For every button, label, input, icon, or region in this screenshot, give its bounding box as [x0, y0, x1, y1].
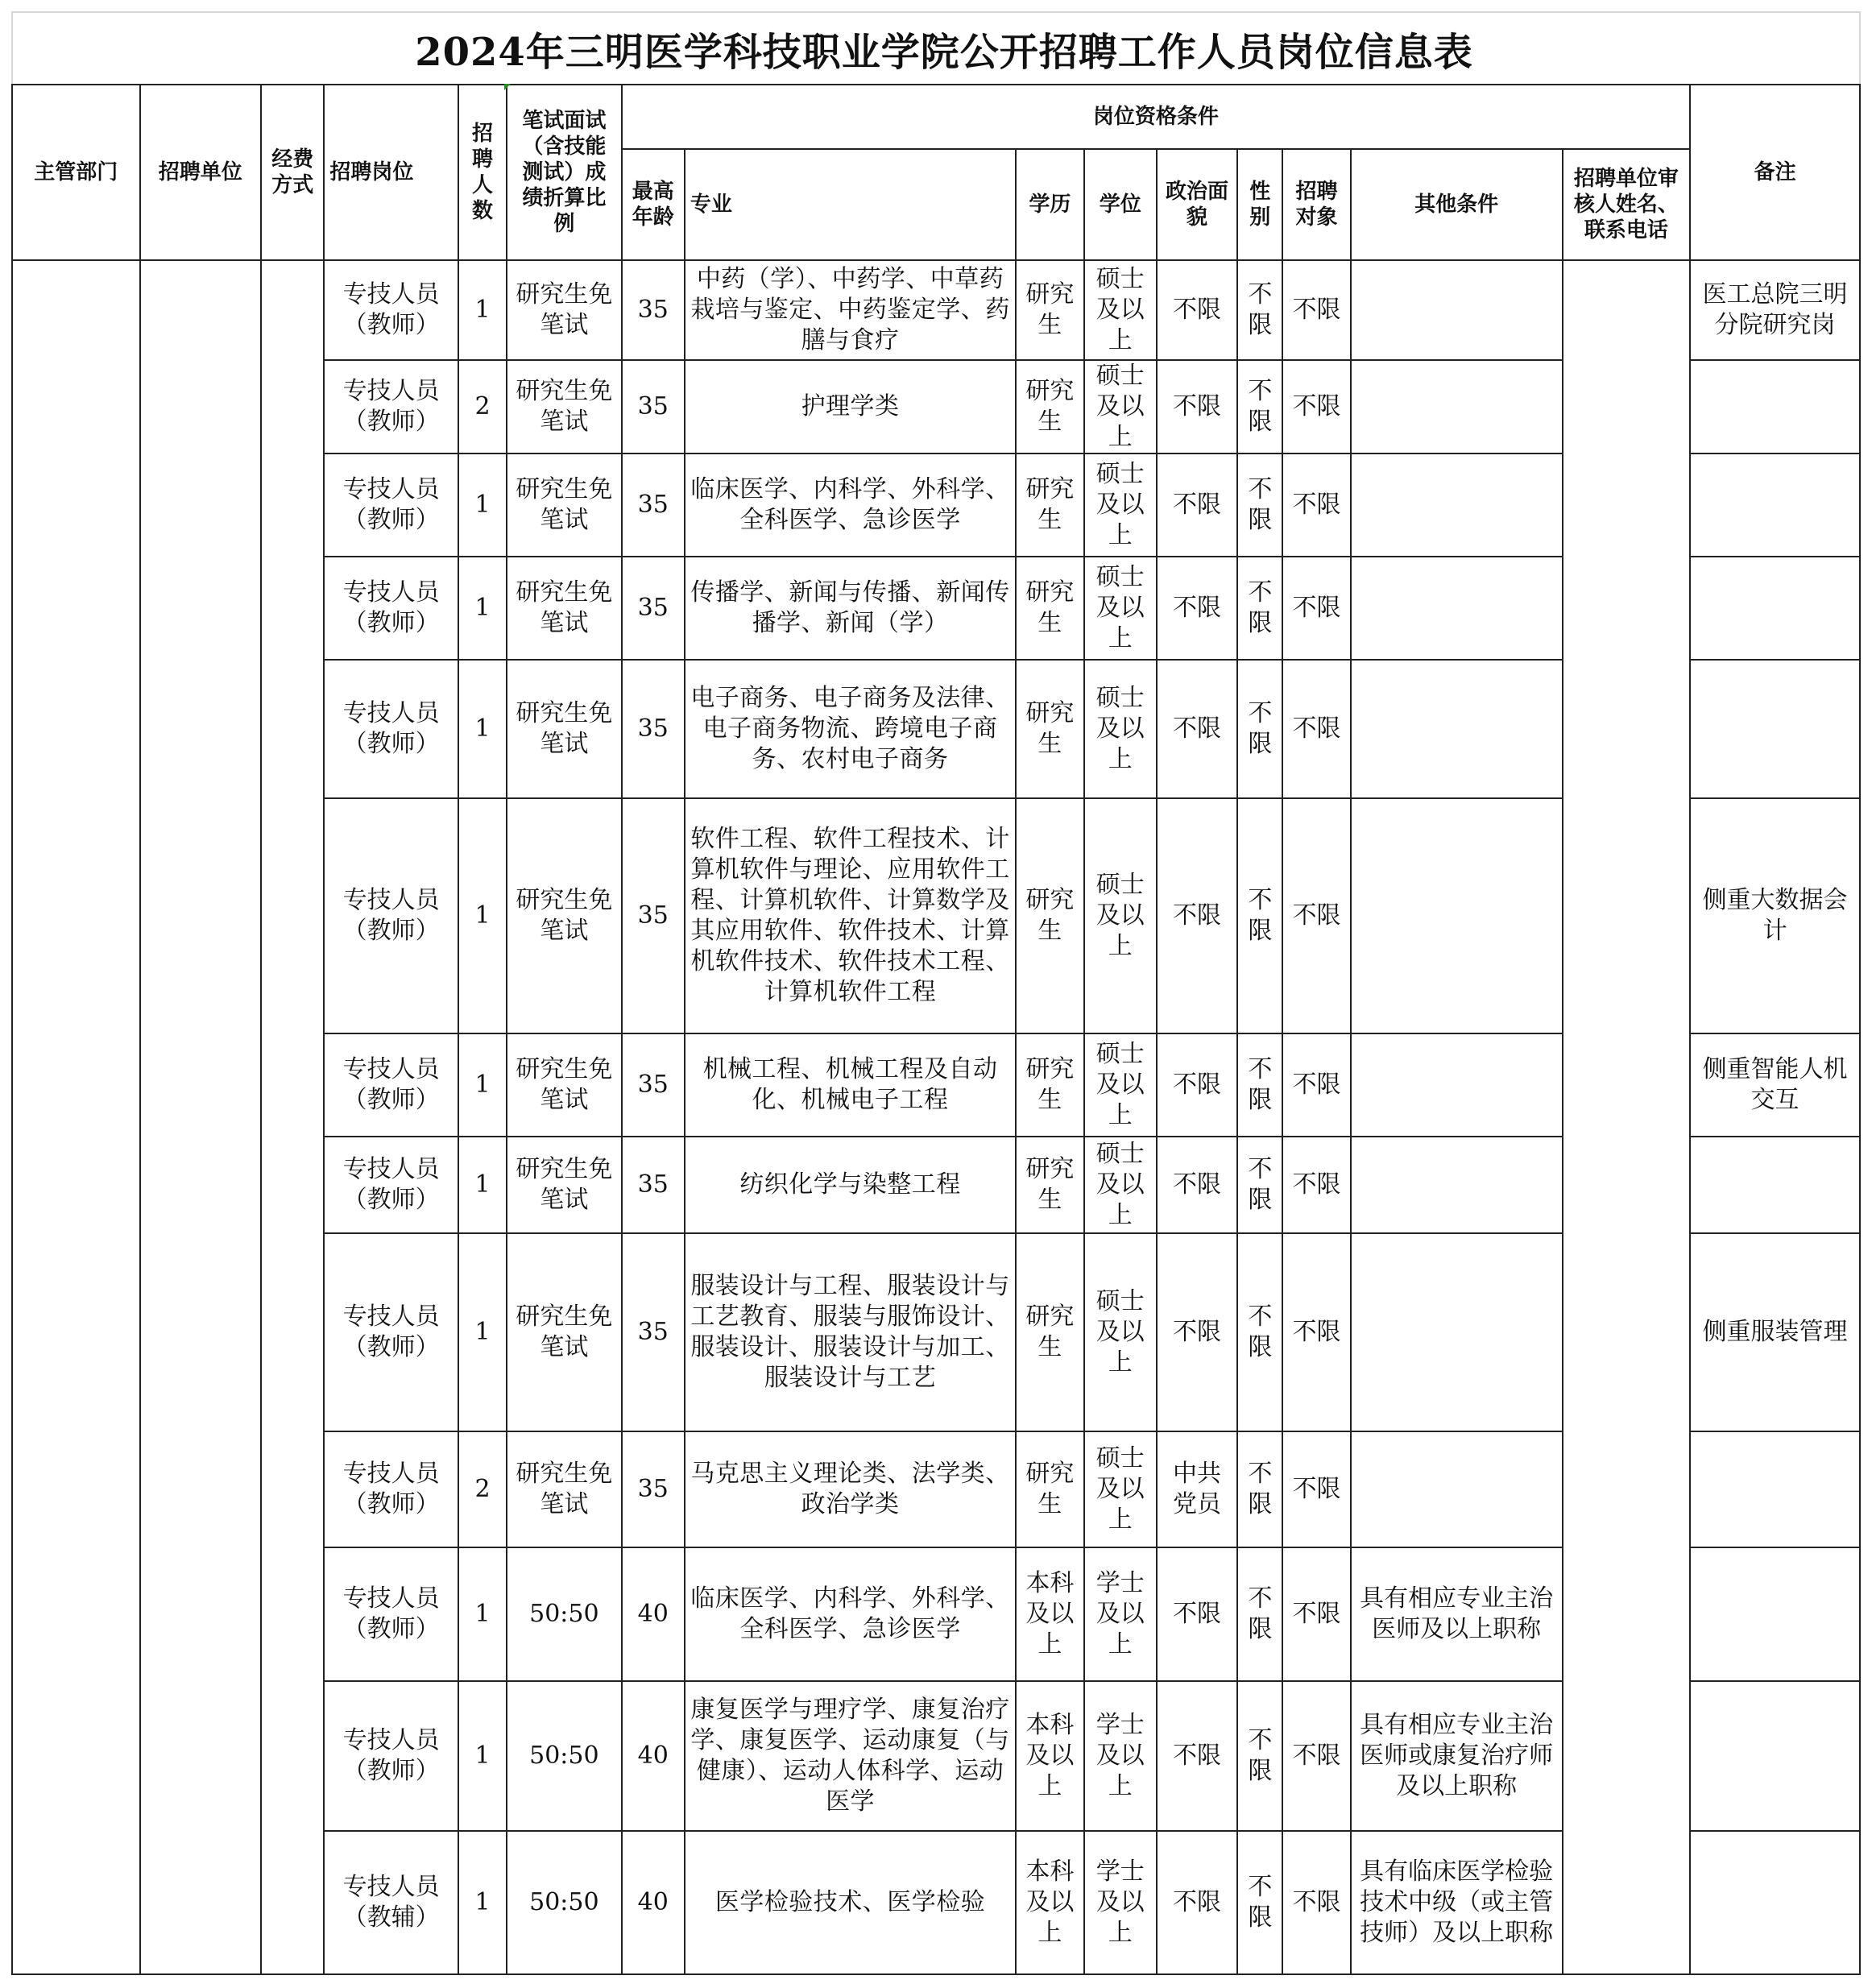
- cell-remark: 侧重大数据会计: [1690, 798, 1860, 1033]
- cell-post: 专技人员（教师）: [324, 454, 458, 557]
- header-education: 学历: [1016, 149, 1083, 260]
- cell-education: 本科及以上: [1016, 1681, 1083, 1831]
- cell-remark: [1690, 1681, 1860, 1831]
- cell-politics: 不限: [1157, 1681, 1237, 1831]
- cell-education: 研究生: [1016, 1137, 1083, 1233]
- cell-target: 不限: [1282, 798, 1350, 1033]
- cell-education: 研究生: [1016, 1033, 1083, 1137]
- cell-other: 具有临床医学检验技术中级（或主管技师）及以上职称: [1351, 1831, 1563, 1974]
- cell-remark: [1690, 557, 1860, 660]
- cell-count: 1: [458, 557, 507, 660]
- cell-count: 2: [458, 360, 507, 454]
- cell-ratio: 50:50: [507, 1831, 621, 1974]
- cell-major: 服装设计与工程、服装设计与工艺教育、服装与服饰设计、服装设计、服装设计与加工、服装设计与工艺: [685, 1233, 1016, 1431]
- cell-ratio: 研究生免笔试: [507, 1233, 621, 1431]
- cell-gender: 不限: [1237, 454, 1282, 557]
- cell-target: 不限: [1282, 1137, 1350, 1233]
- header-qualifications: 岗位资格条件: [622, 85, 1691, 149]
- cell-other: [1351, 1033, 1563, 1137]
- cell-count: 1: [458, 798, 507, 1033]
- cell-target: 不限: [1282, 1681, 1350, 1831]
- cell-politics: 不限: [1157, 1233, 1237, 1431]
- cell-major: 纺织化学与染整工程: [685, 1137, 1016, 1233]
- cell-ratio: 50:50: [507, 1547, 621, 1681]
- cell-politics: 不限: [1157, 1033, 1237, 1137]
- cell-gender: 不限: [1237, 557, 1282, 660]
- header-other: 其他条件: [1351, 149, 1563, 260]
- header-unit: 招聘单位: [140, 85, 262, 260]
- cell-target: 不限: [1282, 360, 1350, 454]
- cell-age: 35: [622, 1431, 685, 1547]
- cell-ratio: 研究生免笔试: [507, 1033, 621, 1137]
- cell-education: 研究生: [1016, 660, 1083, 798]
- cell-education: 研究生: [1016, 454, 1083, 557]
- cell-gender: 不限: [1237, 660, 1282, 798]
- header-target: 招聘对象: [1282, 149, 1350, 260]
- cell-degree: 硕士及以上: [1084, 260, 1157, 360]
- cell-count: 1: [458, 1547, 507, 1681]
- cell-count: 1: [458, 1033, 507, 1137]
- cell-remark: 侧重智能人机交互: [1690, 1033, 1860, 1137]
- cell-degree: 硕士及以上: [1084, 660, 1157, 798]
- cell-post: 专技人员（教师）: [324, 1547, 458, 1681]
- cell-gender: 不限: [1237, 798, 1282, 1033]
- cell-politics: 不限: [1157, 454, 1237, 557]
- cell-politics: 不限: [1157, 360, 1237, 454]
- cell-degree: 学士及以上: [1084, 1547, 1157, 1681]
- cell-target: 不限: [1282, 1233, 1350, 1431]
- cell-remark: 侧重服装管理: [1690, 1233, 1860, 1431]
- cell-age: 35: [622, 1137, 685, 1233]
- cell-education: 研究生: [1016, 360, 1083, 454]
- cell-post: 专技人员（教师）: [324, 1033, 458, 1137]
- cell-target: 不限: [1282, 1431, 1350, 1547]
- cell-target: 不限: [1282, 1033, 1350, 1137]
- header-count: 招聘人数: [458, 85, 507, 260]
- page-title: 2024年三明医学科技职业学院公开招聘工作人员岗位信息表: [415, 29, 1473, 75]
- cell-age: 35: [622, 360, 685, 454]
- cell-count: 1: [458, 1233, 507, 1431]
- cell-age: 35: [622, 1033, 685, 1137]
- cell-education: 本科及以上: [1016, 1547, 1083, 1681]
- cell-other: 具有相应专业主治医师或康复治疗师及以上职称: [1351, 1681, 1563, 1831]
- cell-marker-icon: [504, 84, 511, 90]
- cell-remark: [1690, 1137, 1860, 1233]
- header-degree: 学位: [1084, 149, 1157, 260]
- cell-education: 研究生: [1016, 260, 1083, 360]
- title-bar: [11, 11, 1861, 84]
- cell-post: 专技人员（教师）: [324, 1233, 458, 1431]
- cell-age: 35: [622, 260, 685, 360]
- cell-age: 35: [622, 557, 685, 660]
- cell-education: 研究生: [1016, 557, 1083, 660]
- cell-education: 研究生: [1016, 798, 1083, 1033]
- cell-target: 不限: [1282, 260, 1350, 360]
- header-contact: 招聘单位审核人姓名、联系电话: [1563, 149, 1691, 260]
- cell-target: 不限: [1282, 454, 1350, 557]
- cell-degree: 硕士及以上: [1084, 1233, 1157, 1431]
- cell-politics: 不限: [1157, 557, 1237, 660]
- cell-age: 40: [622, 1547, 685, 1681]
- cell-target: 不限: [1282, 1831, 1350, 1974]
- cell-age: 35: [622, 660, 685, 798]
- cell-politics: 不限: [1157, 1137, 1237, 1233]
- cell-gender: 不限: [1237, 360, 1282, 454]
- merged-contact-cell: [1563, 260, 1691, 1974]
- cell-ratio: 研究生免笔试: [507, 798, 621, 1033]
- table-row: [12, 260, 1860, 360]
- cell-major: 电子商务、电子商务及法律、电子商务物流、跨境电子商务、农村电子商务: [685, 660, 1016, 798]
- cell-degree: 硕士及以上: [1084, 1033, 1157, 1137]
- cell-other: [1351, 360, 1563, 454]
- cell-post: 专技人员（教师）: [324, 660, 458, 798]
- cell-politics: 不限: [1157, 798, 1237, 1033]
- cell-remark: 医工总院三明分院研究岗: [1690, 260, 1860, 360]
- cell-education: 研究生: [1016, 1233, 1083, 1431]
- merged-unit-cell: [140, 260, 262, 1974]
- table-body: [12, 260, 1860, 1974]
- cell-major: 传播学、新闻与传播、新闻传播学、新闻（学）: [685, 557, 1016, 660]
- cell-count: 1: [458, 1831, 507, 1974]
- header-remark: 备注: [1690, 85, 1860, 260]
- cell-degree: 硕士及以上: [1084, 1431, 1157, 1547]
- merged-dept-cell: [12, 260, 140, 1974]
- cell-post: 专技人员（教师）: [324, 1431, 458, 1547]
- cell-target: 不限: [1282, 557, 1350, 660]
- cell-degree: 学士及以上: [1084, 1681, 1157, 1831]
- cell-other: [1351, 1431, 1563, 1547]
- cell-age: 35: [622, 1233, 685, 1431]
- cell-degree: 硕士及以上: [1084, 557, 1157, 660]
- header-gender: 性别: [1237, 149, 1282, 260]
- cell-major: 医学检验技术、医学检验: [685, 1831, 1016, 1974]
- cell-gender: 不限: [1237, 1233, 1282, 1431]
- cell-degree: 硕士及以上: [1084, 1137, 1157, 1233]
- cell-politics: 中共党员: [1157, 1431, 1237, 1547]
- cell-target: 不限: [1282, 1547, 1350, 1681]
- cell-age: 40: [622, 1681, 685, 1831]
- cell-degree: 硕士及以上: [1084, 360, 1157, 454]
- cell-remark: [1690, 1547, 1860, 1681]
- cell-gender: 不限: [1237, 1137, 1282, 1233]
- header-ratio: 笔试面试（含技能测试）成绩折算比例: [507, 85, 621, 260]
- cell-post: 专技人员（教师）: [324, 557, 458, 660]
- cell-remark: [1690, 1431, 1860, 1547]
- cell-post: 专技人员（教师）: [324, 260, 458, 360]
- header-post: 招聘岗位: [324, 85, 458, 260]
- cell-post: 专技人员（教师）: [324, 1681, 458, 1831]
- cell-ratio: 研究生免笔试: [507, 360, 621, 454]
- cell-post: 专技人员（教辅）: [324, 1831, 458, 1974]
- merged-funding-cell: [261, 260, 324, 1974]
- cell-major: 马克思主义理论类、法学类、政治学类: [685, 1431, 1016, 1547]
- header-politics: 政治面貌: [1157, 149, 1237, 260]
- cell-ratio: 研究生免笔试: [507, 1137, 621, 1233]
- cell-remark: [1690, 1831, 1860, 1974]
- cell-gender: 不限: [1237, 1831, 1282, 1974]
- cell-age: 35: [622, 798, 685, 1033]
- cell-education: 本科及以上: [1016, 1831, 1083, 1974]
- cell-count: 1: [458, 660, 507, 798]
- cell-remark: [1690, 454, 1860, 557]
- cell-other: [1351, 798, 1563, 1033]
- cell-politics: 不限: [1157, 1547, 1237, 1681]
- cell-gender: 不限: [1237, 1033, 1282, 1137]
- cell-gender: 不限: [1237, 1547, 1282, 1681]
- cell-count: 1: [458, 260, 507, 360]
- cell-degree: 学士及以上: [1084, 1831, 1157, 1974]
- header-age: 最高年龄: [622, 149, 685, 260]
- cell-count: 1: [458, 454, 507, 557]
- cell-target: 不限: [1282, 660, 1350, 798]
- cell-ratio: 研究生免笔试: [507, 660, 621, 798]
- cell-politics: 不限: [1157, 260, 1237, 360]
- header-major: 专业: [685, 149, 1016, 260]
- cell-degree: 硕士及以上: [1084, 454, 1157, 557]
- cell-ratio: 研究生免笔试: [507, 557, 621, 660]
- cell-other: [1351, 454, 1563, 557]
- positions-table: [11, 84, 1861, 1975]
- cell-gender: 不限: [1237, 1431, 1282, 1547]
- cell-major: 临床医学、内科学、外科学、全科医学、急诊医学: [685, 1547, 1016, 1681]
- cell-age: 40: [622, 1831, 685, 1974]
- cell-ratio: 研究生免笔试: [507, 454, 621, 557]
- cell-count: 1: [458, 1681, 507, 1831]
- cell-other: 具有相应专业主治医师及以上职称: [1351, 1547, 1563, 1681]
- cell-ratio: 研究生免笔试: [507, 260, 621, 360]
- cell-major: 机械工程、机械工程及自动化、机械电子工程: [685, 1033, 1016, 1137]
- cell-other: [1351, 1233, 1563, 1431]
- cell-post: 专技人员（教师）: [324, 360, 458, 454]
- cell-politics: 不限: [1157, 1831, 1237, 1974]
- cell-age: 35: [622, 454, 685, 557]
- cell-major: 临床医学、内科学、外科学、全科医学、急诊医学: [685, 454, 1016, 557]
- cell-count: 1: [458, 1137, 507, 1233]
- cell-gender: 不限: [1237, 1681, 1282, 1831]
- cell-degree: 硕士及以上: [1084, 798, 1157, 1033]
- header-funding: 经费方式: [261, 85, 324, 260]
- cell-major: 中药（学）、中药学、中草药栽培与鉴定、中药鉴定学、药膳与食疗: [685, 260, 1016, 360]
- cell-other: [1351, 660, 1563, 798]
- cell-other: [1351, 557, 1563, 660]
- cell-post: 专技人员（教师）: [324, 1137, 458, 1233]
- cell-other: [1351, 260, 1563, 360]
- cell-gender: 不限: [1237, 260, 1282, 360]
- cell-major: 护理学类: [685, 360, 1016, 454]
- cell-post: 专技人员（教师）: [324, 798, 458, 1033]
- cell-major: 软件工程、软件工程技术、计算机软件与理论、应用软件工程、计算机软件、计算数学及其应用软件、软件技术、计算机软件技术、软件技术工程、计算机软件工程: [685, 798, 1016, 1033]
- cell-ratio: 研究生免笔试: [507, 1431, 621, 1547]
- header-dept: 主管部门: [12, 85, 140, 260]
- cell-education: 研究生: [1016, 1431, 1083, 1547]
- cell-remark: [1690, 660, 1860, 798]
- cell-ratio: 50:50: [507, 1681, 621, 1831]
- cell-politics: 不限: [1157, 660, 1237, 798]
- cell-major: 康复医学与理疗学、康复治疗学、康复医学、运动康复（与健康）、运动人体科学、运动医学: [685, 1681, 1016, 1831]
- cell-remark: [1690, 360, 1860, 454]
- cell-other: [1351, 1137, 1563, 1233]
- cell-count: 2: [458, 1431, 507, 1547]
